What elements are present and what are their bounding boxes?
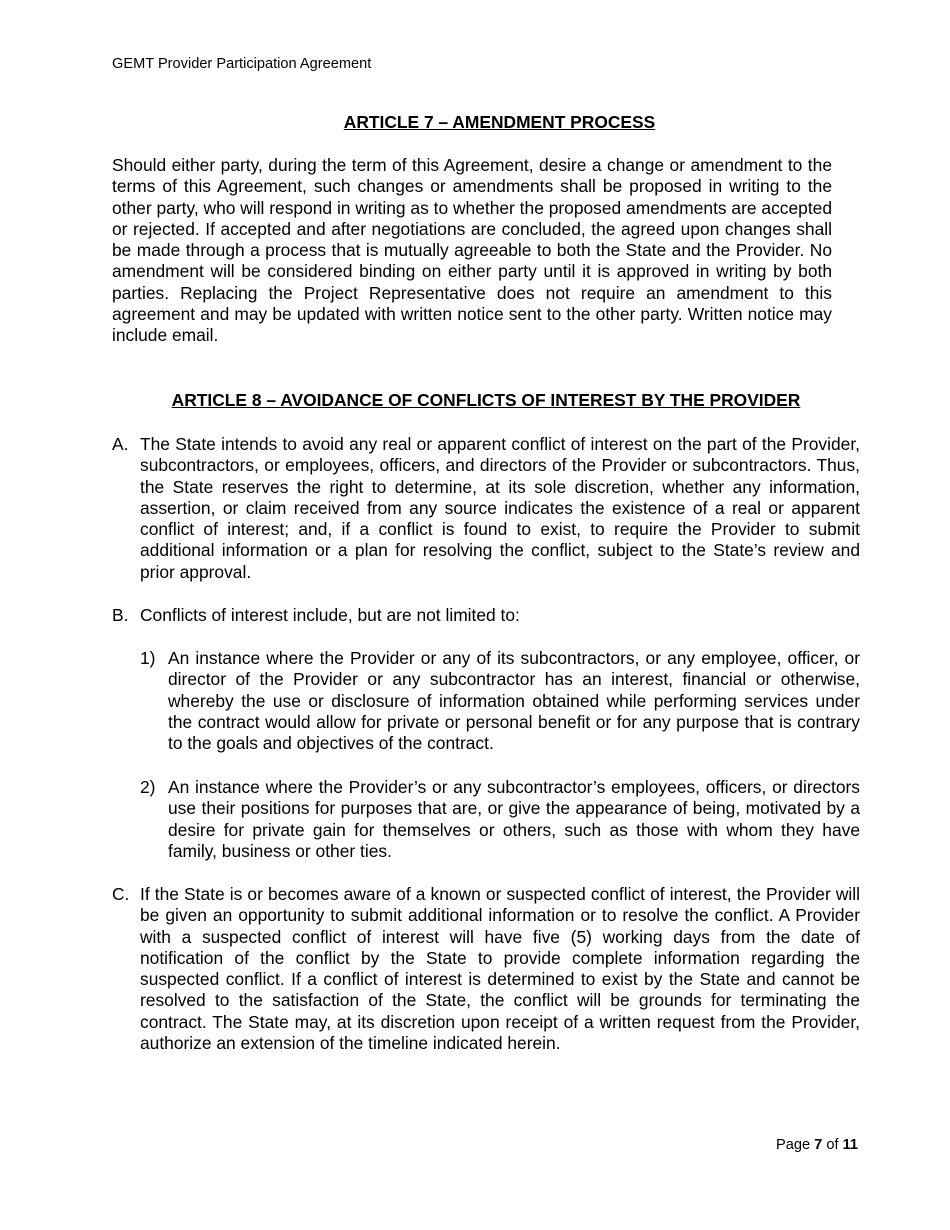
article-7-body: Should either party, during the term of this Agreement, desire a change or amendment to the terms of this Agreement, such changes or amendments shall be proposed in writing to the other party, who will respond in writing as to whether the proposed amendments are accepted or rejected. If accepted and after negotiations are concluded, the agreed upon changes shall be made through a process that is mutually agreeable to both the State and the Provider. No amendment will be considered binding on either party until it is approved in writing by both parties. Replacing the Project Representative does not require an amendment to this agreement and may be updated with written notice sent to the other party. Written notice may include email. xyxy=(112,155,832,346)
list-marker: B. xyxy=(112,605,129,625)
of-label: of xyxy=(826,1137,839,1153)
list-item-text: An instance where the Provider or any of its subcontractors, or any employee, officer, or director of the Provider or any subcontractor has an interest, financial or otherwise, whereby the use or disclosure of information obtained while performing services under the contract would allow for private or personal benefit or for any purpose that is contrary to the goals and objectives of the contract. xyxy=(168,648,860,754)
list-item-text: An instance where the Provider’s or any subcontractor’s employees, officers, or directors use their positions for purposes that are, or give the appearance of being, motivated by a desire for private gain for themselves or others, such as those with whom they have family, business or other ties. xyxy=(168,777,860,861)
article-8-heading: ARTICLE 8 – AVOIDANCE OF CONFLICTS OF INTEREST BY THE PROVIDER xyxy=(171,390,801,410)
list-marker: 1) xyxy=(140,648,156,668)
page-number: 7 xyxy=(814,1137,823,1153)
running-header: GEMT Provider Participation Agreement xyxy=(112,56,372,72)
page-label: Page xyxy=(775,1137,811,1153)
page-footer xyxy=(776,1137,858,1153)
list-marker: A. xyxy=(112,434,129,454)
page-total: 11 xyxy=(842,1137,858,1153)
list-marker: 2) xyxy=(140,777,156,797)
list-marker: C. xyxy=(112,884,130,904)
list-item-text: If the State is or becomes aware of a known or suspected conflict of interest, the Provider will be given an opportunity to submit additional information or to resolve the conflict. A Provider with a suspected conflict of interest will have five (5) working days from the date of notification of the conflict by the State to provide complete information regarding the suspected conflict. If a conflict of interest is determined to exist by the State and cannot be resolved to the satisfaction of the State, the conflict will be grounds for terminating the contract. The State may, at its discretion upon receipt of a written request from the Provider, authorize an extension of the timeline indicated herein. xyxy=(140,884,860,1054)
list-item-text: Conflicts of interest include, but are not limited to: xyxy=(140,605,520,625)
list-item-text: The State intends to avoid any real or apparent conflict of interest on the part of the Provider, subcontractors, or employees, officers, and directors of the Provider or subcontractors. Thus, the State reserves the right to determine, at its sole discretion, whether any information, assertion, or claim received from any source indicates the existence of a real or apparent conflict of interest; and, if a conflict is found to exist, to require the Provider to submit additional information or a plan for resolving the conflict, subject to the State’s review and prior approval. xyxy=(140,434,860,582)
article-7-heading: ARTICLE 7 – AMENDMENT PROCESS xyxy=(343,112,656,132)
